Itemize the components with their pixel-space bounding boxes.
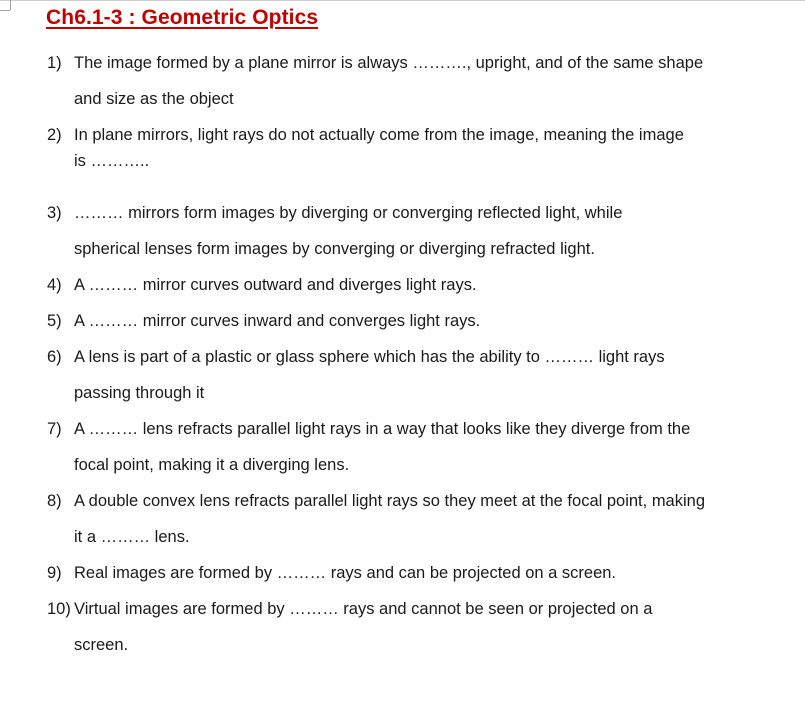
item-number: 8) [47, 492, 62, 510]
item-number: 6) [47, 348, 62, 366]
page-corner-mark-vertical [10, 0, 11, 10]
item-text-line: The image formed by a plane mirror is always ………., upright, and of the same shape [74, 54, 704, 72]
item-text-line: and size as the object [74, 90, 234, 108]
item-text-line: Virtual images are formed by ……… rays and cannot be seen or projected on a [74, 600, 653, 618]
item-text-line: Real images are formed by ……… rays and can be projected on a screen. [74, 564, 617, 582]
item-number: 7) [47, 420, 62, 438]
item-text-line: is ……….. [74, 152, 150, 170]
item-number: 9) [47, 564, 62, 582]
item-text-line: focal point, making it a diverging lens. [74, 456, 350, 474]
item-text-line: A ……… mirror curves outward and diverges light rays. [74, 276, 477, 294]
item-number: 4) [47, 276, 62, 294]
page-corner-mark-horizontal [0, 10, 10, 11]
item-text-line: spherical lenses form images by converging or diverging refracted light. [74, 240, 595, 258]
item-text-line: it a ……… lens. [74, 528, 190, 546]
item-text-line: A double convex lens refracts parallel light rays so they meet at the focal point, making [74, 492, 706, 510]
item-number: 1) [47, 54, 62, 72]
item-number: 5) [47, 312, 62, 330]
item-text-line: ……… mirrors form images by diverging or converging reflected light, while [74, 204, 623, 222]
item-text-line: A ……… lens refracts parallel light rays in a way that looks like they diverge from the [74, 420, 691, 438]
item-text-line: A ……… mirror curves inward and converges light rays. [74, 312, 481, 330]
item-number: 2) [47, 126, 62, 144]
item-text-line: screen. [74, 636, 129, 654]
item-number: 10) [47, 600, 71, 618]
item-text-line: A lens is part of a plastic or glass sphere which has the ability to ……… light rays [74, 348, 665, 366]
document-title: Ch6.1-3 : Geometric Optics [46, 6, 319, 29]
item-text-line: passing through it [74, 384, 205, 402]
item-number: 3) [47, 204, 62, 222]
page-top-border [0, 0, 805, 1]
item-text-line: In plane mirrors, light rays do not actually come from the image, meaning the image [74, 126, 684, 144]
